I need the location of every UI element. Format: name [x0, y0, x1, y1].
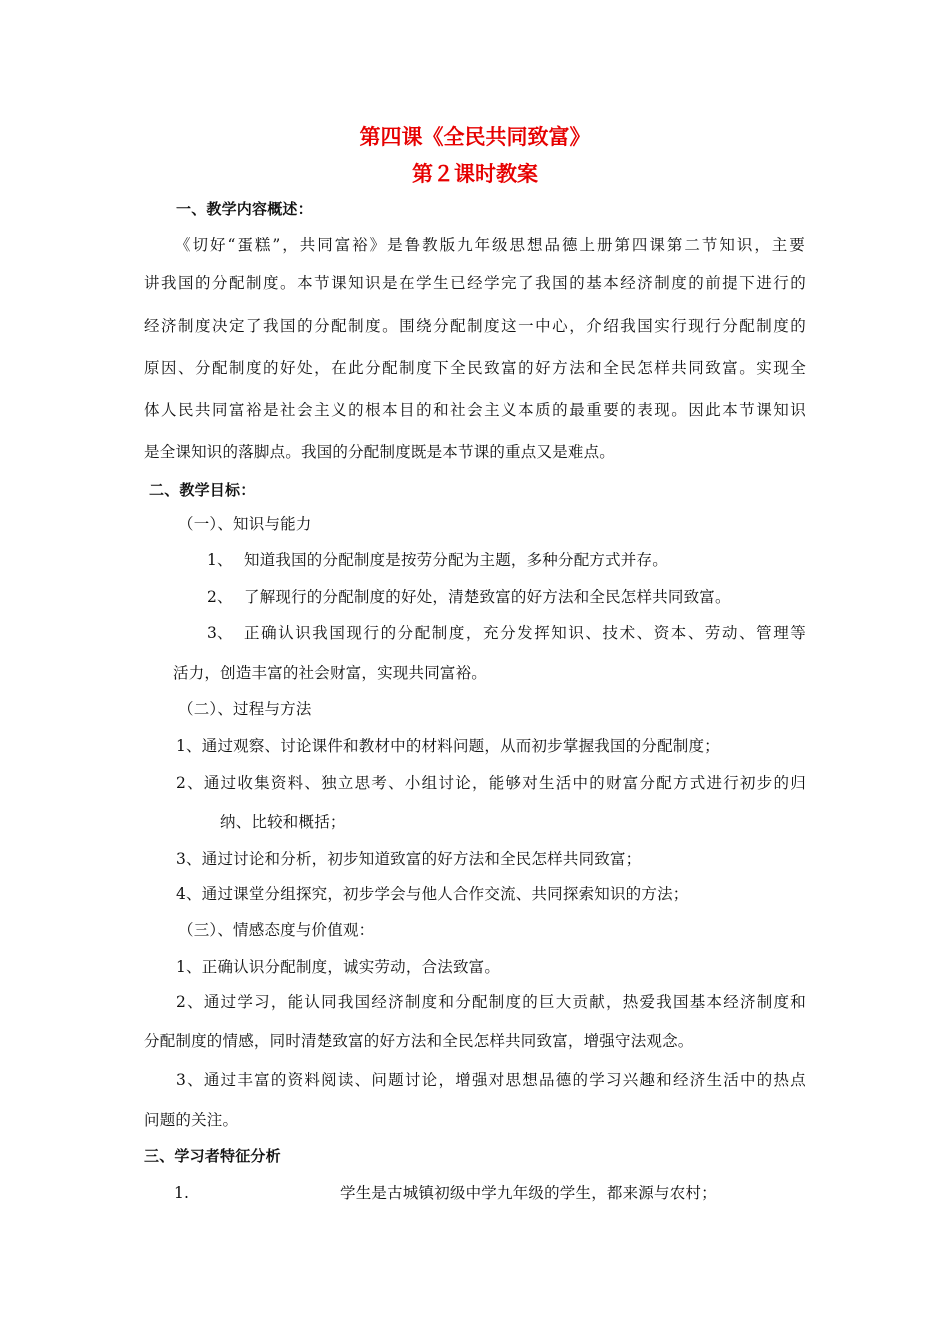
- attitude-item: 2、通过学习，能认同我国经济制度和分配制度的巨大贡献，热爱我国基本经济制度和: [176, 993, 806, 1011]
- process-item-continuation: 纳、比较和概括；: [220, 813, 346, 831]
- process-item: 3、通过讨论和分析，初步知道致富的好方法和全民怎样共同致富；: [176, 850, 642, 868]
- process-item: 4、通过课堂分组探究，初步学会与他人合作交流、共同探索知识的方法；: [176, 885, 689, 903]
- overview-line: 原因、分配制度的好处，在此分配制度下全民致富的好方法和全民怎样共同致富。实现全: [144, 359, 806, 377]
- learner-item-number: 1.: [174, 1184, 190, 1202]
- overview-line: 体人民共同富裕是社会主义的根本目的和社会主义本质的最重要的表现。因此本节课知识: [144, 401, 806, 419]
- attitude-item-continuation: 分配制度的情感，同时清楚致富的好方法和全民怎样共同致富，增强守法观念。: [144, 1032, 694, 1050]
- process-item: 2、通过收集资料、独立思考、小组讨论，能够对生活中的财富分配方式进行初步的归: [176, 774, 806, 792]
- knowledge-item-text: 正确认识我国现行的分配制度，充分发挥知识、技术、资本、劳动、管理等: [244, 624, 806, 642]
- knowledge-item-text: 知道我国的分配制度是按劳分配为主题，多种分配方式并存。: [244, 551, 668, 569]
- knowledge-item-number: 3、: [207, 624, 233, 642]
- learner-item-text: 学生是古城镇初级中学九年级的学生，都来源与农村；: [340, 1184, 717, 1202]
- section-heading-objectives: 二、教学目标：: [149, 481, 256, 499]
- overview-line: 经济制度决定了我国的分配制度。围绕分配制度这一中心，介绍我国实行现行分配制度的: [144, 317, 806, 335]
- doc-title: 第四课《全民共同致富》: [359, 125, 591, 149]
- attitude-item: 3、通过丰富的资料阅读、问题讨论，增强对思想品德的学习兴趣和经济生活中的热点: [176, 1071, 806, 1089]
- overview-line: 《切好“蛋糕”，共同富裕》是鲁教版九年级思想品德上册第四课第二节知识，主要: [175, 236, 805, 254]
- section-heading-learner-analysis: 三、学习者特征分析: [144, 1147, 281, 1165]
- attitude-item: 1、正确认识分配制度，诚实劳动，合法致富。: [176, 958, 501, 976]
- section-heading-overview: 一、教学内容概述：: [176, 200, 313, 218]
- subheading-attitude-values: （三）、情感态度与价值观：: [178, 921, 375, 939]
- subheading-process-method: （二）、过程与方法: [178, 700, 312, 718]
- knowledge-item-number: 1、: [207, 551, 233, 569]
- overview-line: 是全课知识的落脚点。我国的分配制度既是本节课的重点又是难点。: [144, 443, 616, 461]
- knowledge-item-text: 了解现行的分配制度的好处，清楚致富的好方法和全民怎样共同致富。: [244, 588, 731, 606]
- overview-line: 讲我国的分配制度。本节课知识是在学生已经学完了我国的基本经济制度的前提下进行的: [144, 274, 806, 292]
- knowledge-item-continuation: 活力，创造丰富的社会财富，实现共同富裕。: [173, 664, 488, 682]
- process-item: 1、通过观察、讨论课件和教材中的材料问题，从而初步掌握我国的分配制度；: [176, 737, 720, 755]
- subheading-knowledge: （一）、知识与能力: [178, 515, 312, 533]
- doc-subtitle: 第２课时教案: [412, 162, 538, 186]
- attitude-item-continuation: 问题的关注。: [144, 1111, 239, 1129]
- knowledge-item-number: 2、: [207, 588, 233, 606]
